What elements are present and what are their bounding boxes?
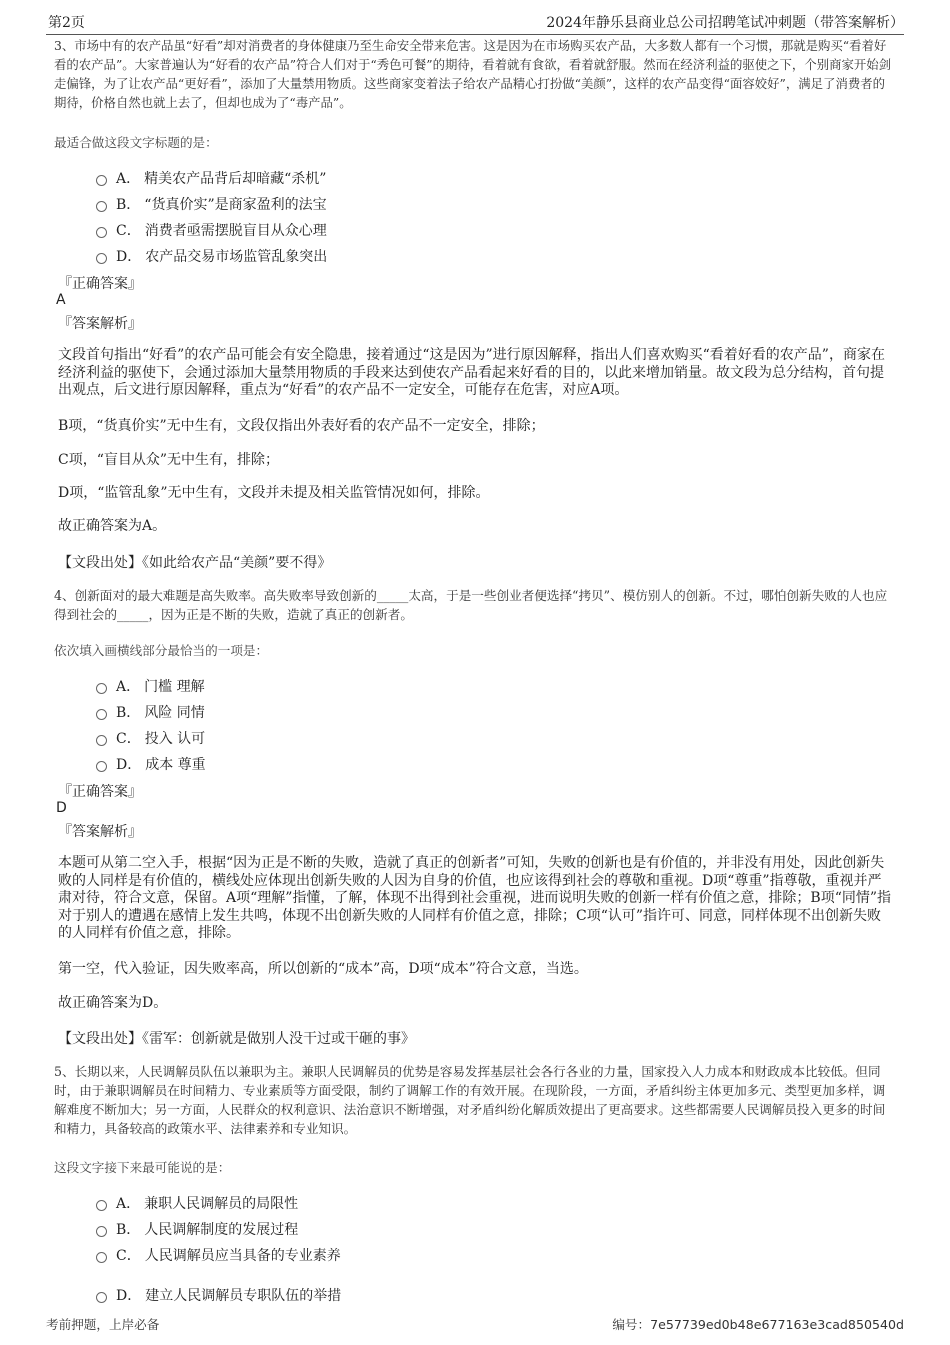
radio-icon[interactable] bbox=[96, 683, 107, 694]
q3-source: 【文段出处】《如此给农产品“美颜”要不得》 bbox=[58, 555, 332, 571]
q4-prompt: 依次填入画横线部分最恰当的一项是： bbox=[54, 643, 269, 658]
code-label: 编号： bbox=[612, 1317, 651, 1332]
q5-option-b[interactable]: B． 人民调解制度的发展过程 bbox=[96, 1219, 298, 1239]
q4-analysis-paragraph: 本题可从第二空入手，根据“因为正是不断的失败，造就了真正的创新者”可知，失败的创新也是有价值的，并非没有用处，因此创新失败的人同样是有价值的，横线处应体现出创新失败的人因为自身的价值，也应该得到社会的尊敬和重视。D项“尊重”指尊敬，重视并严肃对待，符合文意，保留。A项“理解”指懂，了解，体现不出得到社会重视，进而说明失败的创新一样有价值之意，排除；B项“同情”指对于别人的遭遇在感情上发生共鸣，体现不出创新失败的人同样有价值之意，排除；C项“认可”指许可、同意，同样体现不出创新失败的人同样有价值之意，排除。 bbox=[58, 855, 892, 942]
radio-icon[interactable] bbox=[96, 201, 107, 212]
q3-option-b[interactable]: B． “货真价实”是商家盈利的法宝 bbox=[96, 194, 327, 214]
option-text: 风险 同情 bbox=[144, 705, 205, 721]
q4-option-d[interactable]: D． 成本 尊重 bbox=[96, 754, 206, 774]
q4-answer-label: 『正确答案』 bbox=[58, 784, 142, 800]
q4-passage: 4、创新面对的最大难题是高失败率。高失败率导致创新的_____太高，于是一些创业者便选择“拷贝”、模仿别人的创新。不过，哪怕创新失败的人也应得到社会的_____，因为正是不断的失败，造就了真正的创新者。 bbox=[54, 588, 888, 622]
q3-analysis-paragraph: C项，“盲目从众”无中生有，排除； bbox=[58, 452, 280, 468]
option-text: 成本 尊重 bbox=[145, 757, 206, 773]
q3-option-a[interactable]: A． 精美农产品背后却暗藏“杀机” bbox=[96, 168, 326, 188]
footer-slogan: 考前押题，上岸必备 bbox=[46, 1317, 160, 1332]
radio-icon[interactable] bbox=[96, 709, 107, 720]
q5-option-c[interactable]: C． 人民调解员应当具备的专业素养 bbox=[96, 1245, 341, 1265]
option-text: 精美农产品背后却暗藏“杀机” bbox=[144, 171, 327, 187]
q3-option-c[interactable]: C． 消费者亟需摆脱盲目从众心理 bbox=[96, 220, 327, 240]
q3-analysis-label: 『答案解析』 bbox=[58, 316, 142, 332]
q3-passage: 3、市场中有的农产品虽“好看”却对消费者的身体健康乃至生命安全带来危害。这是因为在市场购买农产品，大多数人都有一个习惯，那就是购买“看着好看的农产品”。大家普遍认为“好看的农产品”符合人们对于“秀色可餐”的期待，看着就有食欲，看着就舒服。然而在经济利益的驱使之下，个别商家开始剑走偏锋，为了让农产品“更好看”，添加了大量禁用物质。这些商家变着法子给农产品精心打扮做“美颜”，这样的农产品变得“面容姣好”，满足了消费者的期待，价格自然也就上去了，但却也成为了“毒产品”。 bbox=[54, 38, 892, 110]
q3-answer: A bbox=[56, 292, 66, 308]
code-value: 7e57739ed0b48e677163e3cad850540d bbox=[650, 1317, 904, 1332]
document-code bbox=[612, 1314, 904, 1333]
q3-analysis-paragraph: 文段首句指出“好看”的农产品可能会有安全隐患，接着通过“这是因为”进行原因解释，指出人们喜欢购买“看着好看的农产品”，商家在经济利益的驱使下，会通过添加大量禁用物质的手段来达到使农产品看起来好看的目的，以此来增加销量。故文段为总分结构，首句提出观点，后文进行原因解释，重点为“好看”的农产品不一定安全，可能存在危害，对应A项。 bbox=[58, 347, 885, 399]
page-number: 第2页 bbox=[48, 15, 85, 31]
q4-analysis-paragraph: 第一空，代入验证，因失败率高，所以创新的“成本”高，D项“成本”符合文意，当选。 bbox=[58, 961, 588, 977]
q3-analysis-paragraph: B项，“货真价实”无中生有，文段仅指出外表好看的农产品不一定安全，排除； bbox=[58, 418, 545, 434]
radio-icon[interactable] bbox=[96, 735, 107, 746]
q5-option-a[interactable]: A． 兼职人民调解员的局限性 bbox=[96, 1193, 298, 1213]
q4-option-b[interactable]: B． 风险 同情 bbox=[96, 702, 205, 722]
q3-prompt: 最适合做这段文字标题的是： bbox=[54, 135, 218, 150]
q4-analysis-label: 『答案解析』 bbox=[58, 824, 142, 840]
radio-icon[interactable] bbox=[96, 175, 107, 186]
q4-option-c[interactable]: C． 投入 认可 bbox=[96, 728, 205, 748]
option-text: 建立人民调解员专职队伍的举措 bbox=[145, 1288, 342, 1304]
q3-analysis-paragraph: 故正确答案为A。 bbox=[58, 518, 167, 534]
radio-icon[interactable] bbox=[96, 1226, 107, 1237]
radio-icon[interactable] bbox=[96, 1200, 107, 1211]
option-text: 门槛 理解 bbox=[144, 679, 205, 695]
option-text: 消费者亟需摆脱盲目从众心理 bbox=[144, 223, 327, 239]
document-title: 2024年静乐县商业总公司招聘笔试冲刺题（带答案解析） bbox=[546, 15, 904, 31]
radio-icon[interactable] bbox=[96, 1252, 107, 1263]
q3-analysis-paragraph: D项，“监管乱象”无中生有，文段并未提及相关监管情况如何，排除。 bbox=[58, 485, 490, 501]
q5-prompt: 这段文字接下来最可能说的是： bbox=[54, 1160, 231, 1175]
option-text: 农产品交易市场监管乱象突出 bbox=[145, 249, 328, 265]
radio-icon[interactable] bbox=[96, 1292, 107, 1303]
q5-passage: 5、长期以来，人民调解员队伍以兼职为主。兼职人民调解员的优势是容易发挥基层社会各行各业的力量，国家投入人力成本和财政成本比较低。但同时，由于兼职调解员在时间精力、专业素质等方面受限，制约了调解工作的有效开展。在现阶段，一方面，矛盾纠纷主体更加多元、类型更加多样，调解难度不断加大；另一方面，人民群众的权利意识、法治意识不断增强，对矛盾纠纷化解质效提出了更高要求。这些都需要人民调解员投入更多的时间和精力，具备较高的政策水平、法律素养和专业知识。 bbox=[54, 1064, 886, 1136]
option-text: “货真价实”是商家盈利的法宝 bbox=[144, 197, 327, 213]
q4-analysis-paragraph: 故正确答案为D。 bbox=[58, 995, 168, 1011]
radio-icon[interactable] bbox=[96, 227, 107, 238]
header-divider bbox=[46, 34, 904, 35]
q4-source: 【文段出处】《雷军：创新就是做别人没干过或干砸的事》 bbox=[58, 1031, 415, 1047]
q3-answer-label: 『正确答案』 bbox=[58, 276, 142, 292]
q4-option-a[interactable]: A． 门槛 理解 bbox=[96, 676, 205, 696]
option-text: 兼职人民调解员的局限性 bbox=[144, 1196, 299, 1212]
option-text: 投入 认可 bbox=[144, 731, 206, 747]
q5-option-d[interactable]: D． 建立人民调解员专职队伍的举措 bbox=[96, 1285, 341, 1305]
option-text: 人民调解制度的发展过程 bbox=[144, 1222, 299, 1238]
q4-answer: D bbox=[56, 800, 67, 816]
q3-option-d[interactable]: D． 农产品交易市场监管乱象突出 bbox=[96, 246, 327, 266]
radio-icon[interactable] bbox=[96, 253, 107, 264]
radio-icon[interactable] bbox=[96, 761, 107, 772]
option-text: 人民调解员应当具备的专业素养 bbox=[144, 1248, 341, 1264]
